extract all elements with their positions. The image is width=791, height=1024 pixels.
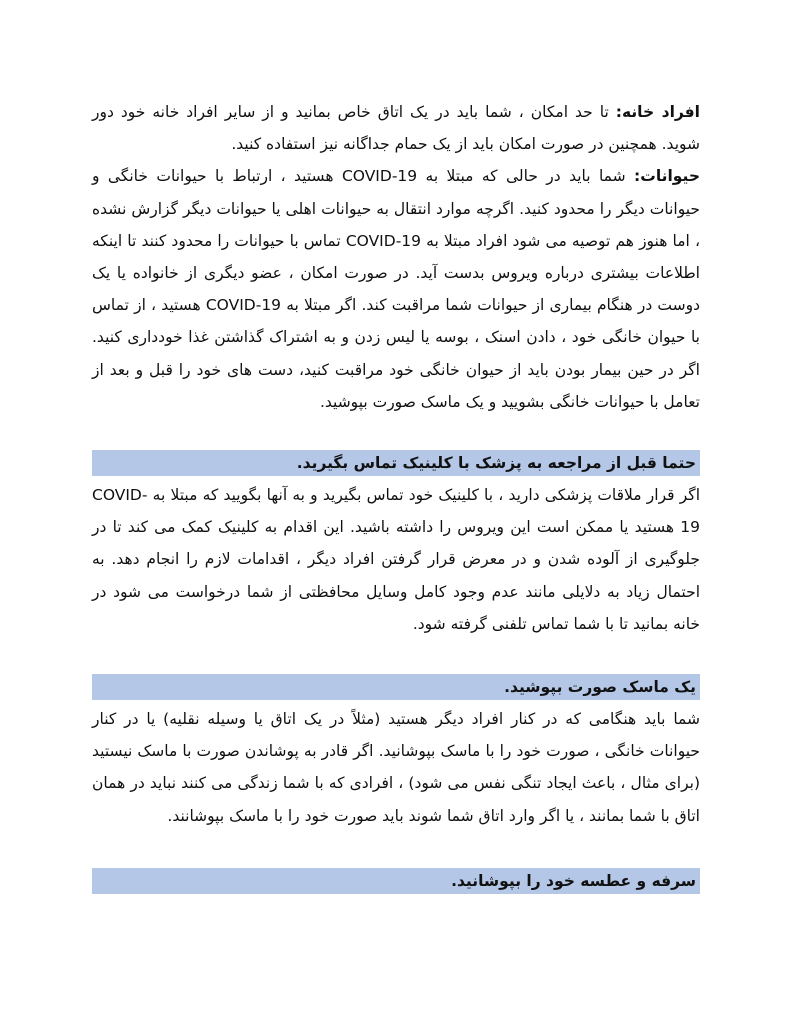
section-heading-cover-cough: سرفه و عطسه خود را بپوشانید. — [92, 868, 700, 894]
covid-term: COVID-19 — [92, 486, 700, 537]
contact-clinic-text-1: اگر قرار ملاقات پزشکی دارید ، با کلینیک خود تماس بگیرید و به آنها بگویید که مبتلا به — [147, 486, 700, 505]
document-page — [92, 96, 700, 894]
contact-clinic-text-2: هستید یا ممکن است این ویروس را داشته باشید. این اقدام به کلینیک کمک می کند تا در جلوگیری از آلوده شدن و در معرض قرار گرفتن افراد دیگر ، اقدامات لازم را انجام دهد. به احتمال زیاد به دلایلی مانند عدم وجود کامل وسایل محافظتی از شما درخواست می شود در خانه بمانید تا با شما تماس تلفنی گرفته شود. — [92, 518, 700, 633]
face-mask-paragraph: شما باید هنگامی که در کنار افراد دیگر هستید (مثلاً در یک اتاق یا وسیله نقلیه) یا در کنار حیوانات خانگی ، صورت خود را با ماسک بپوشانید. اگر قادر به پوشاندن صورت با ماسک نیستید (برای مثال ، باعث ایجاد تنگی نفس می شود) ، افرادی که با شما زندگی می کنند نباید در همان اتاق با شما بمانند ، یا اگر وارد اتاق شما شوند باید صورت خود را با ماسک بپوشانند. — [92, 710, 700, 825]
animals-paragraph — [92, 160, 700, 418]
animals-lead: حیوانات: — [634, 167, 700, 186]
household-lead: افراد خانه: — [615, 103, 700, 121]
covid-term: COVID-19 — [345, 231, 422, 250]
household-paragraph — [92, 96, 700, 160]
animals-text-3: تماس با حیوانات را محدود کنند تا اینکه اطلاعات بیشتری درباره ویروس بدست آید. در صورت امکان ، عضو دیگری از خانواده یا یک دوست در هنگام بیماری از حیوانات شما مراقبت کند. اگر مبتلا به — [92, 231, 700, 315]
animals-text-1: شما باید در حالی که مبتلا به — [417, 167, 635, 186]
animals-text-4: هستید ، از تماس با حیوان خانگی خود ، دادن اسنک ، بوسه یا لیس زدن و به اشتراک گذاشتن غذا خودداری کنید. اگر در حین بیمار بودن باید از حیوان خانگی خود مراقبت کنید، دست های خود را قبل و بعد از تعامل با حیوانات خانگی بشویید و یک ماسک صورت بپوشید. — [92, 296, 700, 411]
section-heading-face-mask: یک ماسک صورت بپوشید. — [92, 674, 700, 700]
covid-term: COVID-19 — [205, 296, 282, 315]
animals-text-2: هستید ، ارتباط با حیوانات خانگی و حیوانات دیگر را محدود کنید. اگرچه موارد انتقال به حیوانات اهلی یا حیوانات دیگر گزارش نشده ، اما هنوز هم توصیه می شود افراد مبتلا به — [92, 167, 700, 250]
section-heading-contact-clinic: حتما قبل از مراجعه به پزشک با کلینیک تماس بگیرید. — [92, 450, 700, 476]
household-text: تا حد امکان ، شما باید در یک اتاق خاص بمانید و از سایر افراد خانه خود دور شوید. همچنین در صورت امکان باید از یک حمام جداگانه نیز استفاده کنید. — [92, 103, 700, 154]
covid-term: COVID-19 — [341, 167, 418, 186]
contact-clinic-paragraph — [92, 479, 700, 640]
